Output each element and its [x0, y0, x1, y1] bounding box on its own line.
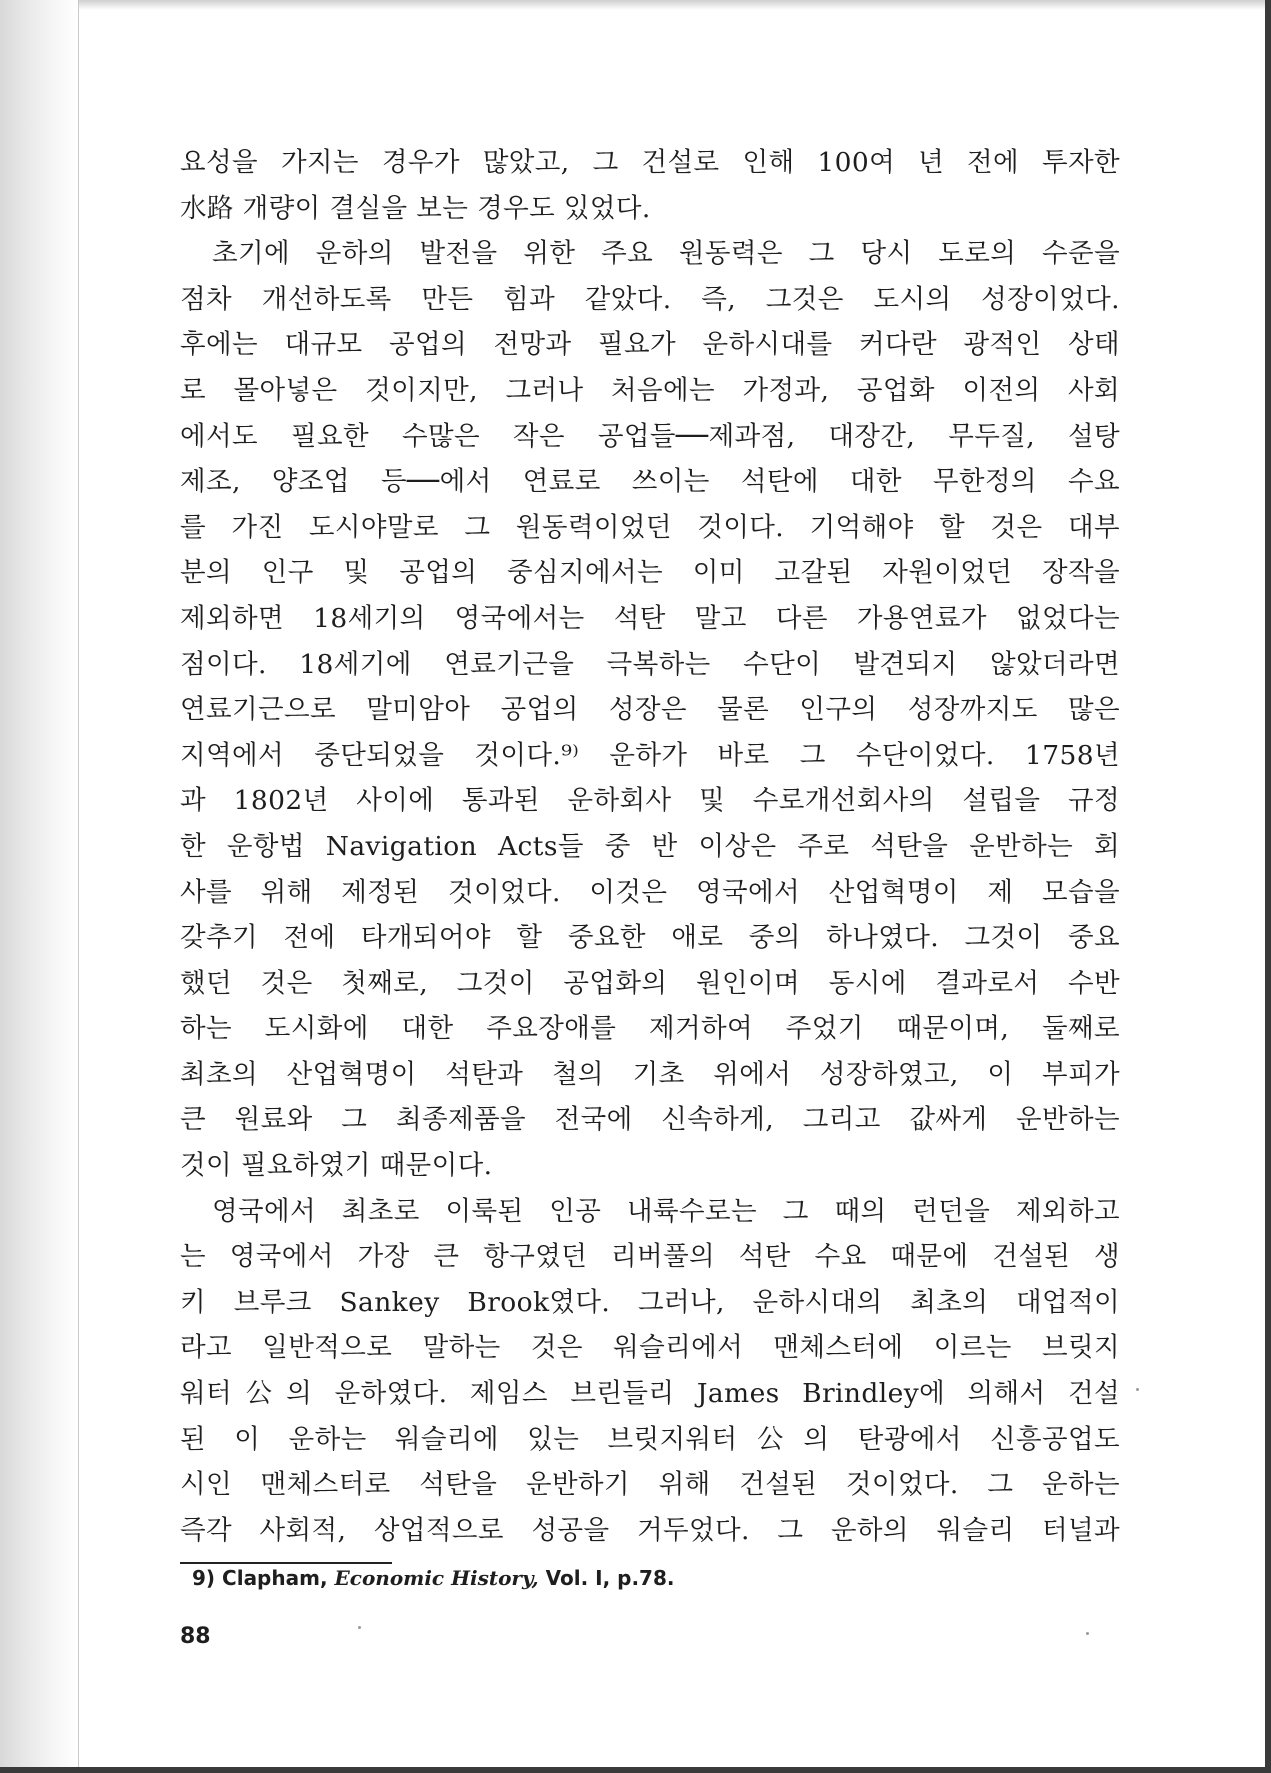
- text-line: 하는 도시화에 대한 주요장애를 제거하여 주었기 때문이며, 둘째로: [180, 1013, 1120, 1045]
- text-line: 제조, 양조업 등──에서 연료로 쓰이는 석탄에 대한 무한정의 수요: [180, 466, 1120, 498]
- text-line: 사를 위해 제정된 것이었다. 이것은 영국에서 산업혁명이 제 모습을: [180, 876, 1120, 908]
- footnote-author: Clapham,: [222, 1566, 328, 1590]
- page-top-shadow: [0, 0, 1271, 10]
- text-line: 연료기근으로 말미암아 공업의 성장은 물론 인구의 성장까지도 많은: [180, 694, 1120, 726]
- text-line: 최초의 산업혁명이 석탄과 철의 기초 위에서 성장하였고, 이 부피가: [180, 1058, 1120, 1090]
- text-line: 했던 것은 첫째로, 그것이 공업화의 원인이며 동시에 결과로서 수반: [180, 967, 1120, 999]
- text-line: 즉각 사회적, 상업적으로 성공을 거두었다. 그 운하의 워슬리 터널과: [180, 1514, 1120, 1546]
- footnote-number: 9): [192, 1566, 216, 1590]
- text-line: 라고 일반적으로 말하는 것은 워슬리에서 맨체스터에 이르는 브릿지: [180, 1332, 1120, 1364]
- page-bottom-border: [0, 1767, 1271, 1773]
- scan-speck: [1136, 1388, 1139, 1391]
- text-line: 큰 원료와 그 최종제품을 전국에 신속하게, 그리고 값싸게 운반하는: [180, 1104, 1120, 1136]
- text-line: 갖추기 전에 타개되어야 할 중요한 애로 중의 하나였다. 그것이 중요: [180, 922, 1120, 954]
- text-line: 후에는 대규모 공업의 전망과 필요가 운하시대를 커다란 광적인 상태: [180, 329, 1120, 361]
- text-line: 요성을 가지는 경우가 많았고, 그 건설로 인해 100여 년 전에 투자한: [180, 147, 1120, 178]
- text-line: 초기에 운하의 발전을 위한 주요 원동력은 그 당시 도로의 수준을: [212, 238, 1120, 270]
- text-line: 水路 개량이 결실을 보는 경우도 있었다.: [180, 192, 651, 224]
- scan-speck: [358, 1626, 361, 1629]
- text-line: 점차 개선하도록 만든 힘과 같았다. 즉, 그것은 도시의 성장이었다.: [180, 283, 1120, 315]
- text-line: 워터公의 운하였다. 제임스 브린들리 James Brindley에 의해서 건설: [180, 1378, 1120, 1410]
- text-line: 점이다. 18세기에 연료기근을 극복하는 수단이 발견되지 않았더라면: [180, 648, 1120, 680]
- text-line: 한 운항법 Navigation Acts들 중 반 이상은 주로 석탄을 운반하는 회: [180, 830, 1120, 862]
- text-line: 에서도 필요한 수많은 작은 공업들──제과점, 대장간, 무두질, 설탕: [180, 420, 1120, 452]
- scan-speck: [1086, 1632, 1089, 1635]
- footnote: [192, 1566, 674, 1590]
- text-line: 시인 맨체스터로 석탄을 운반하기 위해 건설된 것이었다. 그 운하는: [180, 1469, 1120, 1501]
- text-line: 과 1802년 사이에 통과된 운하회사 및 수로개선회사의 설립을 규정: [180, 785, 1120, 817]
- page-right-border: [1265, 0, 1271, 1773]
- text-line: 지역에서 중단되었을 것이다.⁹⁾ 운하가 바로 그 수단이었다. 1758년: [180, 739, 1120, 771]
- footnote-rest: Vol. I, p.78.: [545, 1566, 675, 1590]
- text-line: 는 영국에서 가장 큰 항구였던 리버풀의 석탄 수요 때문에 건설된 생: [180, 1241, 1120, 1273]
- footnote-rule: [180, 1562, 392, 1564]
- page-spine-shadow: [0, 0, 79, 1773]
- text-line: 된 이 운하는 워슬리에 있는 브릿지워터公의 탄광에서 신흥공업도: [180, 1423, 1120, 1455]
- text-line: 영국에서 최초로 이룩된 인공 내륙수로는 그 때의 런던을 제외하고: [212, 1195, 1120, 1227]
- text-line: 로 몰아넣은 것이지만, 그러나 처음에는 가정과, 공업화 이전의 사회: [180, 374, 1120, 406]
- text-line: 제외하면 18세기의 영국에서는 석탄 말고 다른 가용연료가 없었다는: [180, 602, 1120, 634]
- footnote-title: Economic History,: [334, 1566, 539, 1590]
- text-line: 것이 필요하였기 때문이다.: [180, 1150, 493, 1182]
- body-text: [180, 140, 1120, 1553]
- page-number: 88: [180, 1624, 211, 1649]
- text-line: 분의 인구 및 공업의 중심지에서는 이미 고갈된 자원이었던 장작을: [180, 557, 1120, 589]
- text-line: 를 가진 도시야말로 그 원동력이었던 것이다. 기억해야 할 것은 대부: [180, 511, 1120, 543]
- text-line: 키 브루크 Sankey Brook였다. 그러나, 운하시대의 최초의 대업적이: [180, 1286, 1120, 1318]
